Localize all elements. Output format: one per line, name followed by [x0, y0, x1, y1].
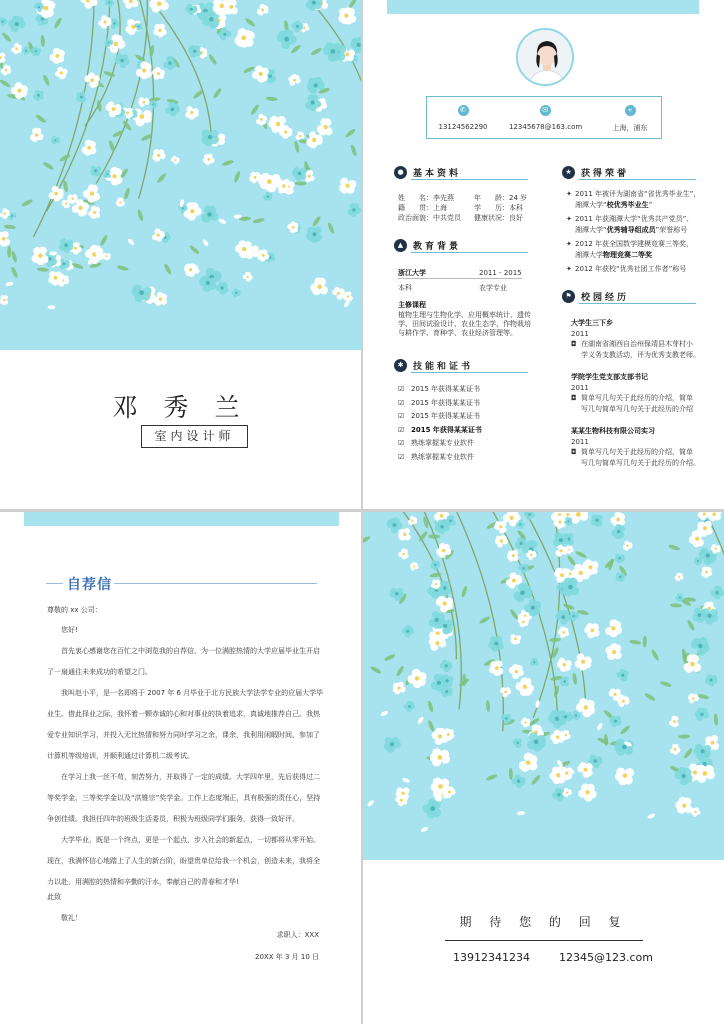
section-divider	[411, 372, 528, 373]
section-campus	[562, 289, 696, 305]
basic-health: 健康状况：良好	[474, 214, 523, 222]
letter-paragraph: 在学习上我一丝不苟，刻苦努力，并取得了一定的成绩。大学四年里，先后获得过二等奖学金、三等奖学金以及“洪锥宗”奖学金。工作上态度端正，具有极强的责任心，坚持争创佳绩。我担任四年的班级生活委员，积极为班级同学们服务，获得一致好评。	[47, 773, 321, 823]
edu-period: 2011 - 2015	[479, 269, 522, 277]
contact-location-text: 上海，浦东	[612, 124, 648, 132]
checkbox-icon: ☑	[398, 425, 405, 434]
bullet-icon: ✦	[566, 190, 572, 198]
edu-major: 农学专业	[479, 284, 507, 292]
honor-text: 湘潭大学	[575, 251, 603, 259]
closing-divider	[445, 940, 643, 941]
letter-applicant: 求职人：XXX	[276, 931, 319, 939]
edu-divider	[398, 278, 522, 279]
bullet-square-icon: ◘	[571, 340, 577, 348]
letter-date: 20XX 年 3 月 10 日	[255, 953, 319, 961]
letter-closing-2: 敬礼！	[61, 914, 82, 922]
honor-text: ”	[648, 201, 653, 209]
letter-hello: 您好!	[61, 626, 78, 634]
cover-flower-illustration	[0, 0, 361, 350]
bullet-square-icon: ◘	[571, 394, 577, 402]
honor-line: 2012 年获全国数学建模竞赛三等奖，	[575, 240, 694, 248]
campus-title: 某某生物科技有限公司实习	[571, 427, 655, 435]
letter-paragraph: 大学毕业，既是一个终点，更是一个起点，步入社会的新起点，一切都将从零开始。现在，我满怀信心地踏上了人生的新台阶，盼望贵单位给我一个机会，创造未来，我将全力以赴，用满腔的热情和辛勤的汗水，奉献自己的青春和才华!	[47, 836, 320, 886]
checkbox-icon: ☑	[398, 439, 405, 447]
section-divider	[579, 303, 696, 304]
campus-year: 2011	[571, 384, 589, 392]
section-divider	[579, 179, 696, 180]
basic-education: 学 历：本科	[474, 204, 523, 212]
campus-line: 写几句简单写几句关于此经历的介绍。	[581, 459, 700, 467]
section-basic-info	[394, 165, 528, 181]
honor-text: 湘潭大学“	[575, 201, 607, 209]
skill-item: 2015 年获得某某证书	[411, 412, 481, 420]
bullet-icon: ✦	[566, 265, 572, 273]
contact-phone-text: 13124562290	[438, 123, 488, 131]
graduation-cap-icon: ▲	[394, 239, 407, 252]
campus-year: 2011	[571, 330, 589, 338]
letter-top-bar	[24, 512, 339, 526]
skill-item: 2015 年获得某某证书	[411, 425, 482, 434]
contact-location	[605, 105, 655, 133]
mail-icon: ✉	[540, 105, 551, 116]
edu-courses-title: 主修课程	[398, 301, 426, 309]
contact-box	[426, 96, 662, 139]
skill-item: 2015 年获得某某证书	[411, 398, 481, 407]
checkbox-icon: ☑	[398, 452, 405, 461]
gear-icon: ✱	[394, 359, 407, 372]
letter-greeting: 尊敬的 xx 公司：	[47, 606, 102, 614]
section-honors-title: 获得荣誉	[581, 169, 630, 179]
honor-text: ”荣誉称号	[655, 226, 688, 234]
campus-line: 在湖南省湘西自治州保靖县木芽村小	[581, 340, 693, 348]
contact-email	[509, 105, 581, 131]
honor-highlight: 物理竞赛二等奖	[603, 251, 652, 259]
honor-highlight: 优秀辅导组成员	[606, 226, 656, 234]
basic-name: 姓 名：李先燕	[398, 194, 454, 202]
resume-top-bar	[387, 0, 699, 14]
bullet-square-icon: ◘	[571, 448, 577, 456]
contact-email-text: 12345678@163.com	[509, 123, 583, 131]
checkbox-icon: ☑	[398, 398, 405, 407]
cover-page	[0, 0, 361, 509]
campus-year: 2011	[571, 438, 589, 446]
honor-highlight: 校优秀毕业生	[606, 201, 649, 209]
letter-paragraph: 首先衷心感谢您在百忙之中浏览我的自荐信，为一位满腔热情的大学应届毕业生开启了一扇通往未来成功的希望之门。	[47, 647, 320, 676]
closing-phone: 13912341234	[453, 951, 530, 964]
checkbox-icon: ☑	[398, 385, 405, 393]
letter-title: 自荐信	[67, 577, 112, 593]
section-skills	[394, 358, 528, 374]
flag-icon: ⚑	[562, 290, 575, 303]
section-honors	[562, 165, 696, 181]
cover-letter-page	[0, 512, 361, 1024]
checkbox-icon: ☑	[398, 412, 405, 420]
skill-item: 熟练掌握某专业软件	[411, 452, 474, 461]
cover-job-title: 室内设计师	[141, 425, 248, 448]
bullet-icon: ✦	[566, 240, 572, 248]
campus-line: 简单写几句关于此经历的介绍，简单	[581, 448, 693, 456]
campus-line: 简单写几句关于此经历的介绍，简单	[581, 394, 693, 402]
edu-courses-line: 植物生理与生物化学、应用概率统计、遗传	[398, 311, 531, 319]
honor-text: 湘潭大学“	[575, 226, 607, 234]
basic-age: 年 龄：24 岁	[474, 194, 528, 202]
campus-line: 写几句简单写几句关于此经历的介绍	[581, 405, 693, 413]
profile-photo	[516, 28, 574, 86]
campus-line: 学义务支教活动，评为优秀支教老师。	[581, 351, 700, 359]
title-rule-left	[46, 583, 63, 584]
edu-courses-line: 与耕作学、育种学、农业经济管理等。	[398, 329, 517, 337]
honor-line-2	[575, 201, 652, 210]
campus-title: 学院学生党支部支部书记	[571, 373, 648, 381]
closing-email: 12345@123.com	[559, 951, 653, 964]
basic-hometown: 籍 贯：上海	[398, 204, 447, 212]
edu-courses-line: 学、田间试验设计、农业生态学、作物栽培	[398, 320, 531, 328]
section-basic-info-title: 基本资料	[413, 169, 462, 179]
honor-line-2	[575, 226, 687, 235]
back-flower-illustration	[363, 512, 724, 860]
honor-line: 2011 年被评为湖南省“省优秀毕业生”，	[575, 190, 701, 198]
section-education-title: 教育背景	[413, 242, 462, 252]
user-icon: ●	[394, 166, 407, 179]
basic-political: 政治面貌：中共党员	[398, 214, 461, 222]
cover-name: 邓 秀 兰	[112, 393, 249, 422]
campus-title: 大学生三下乡	[571, 319, 613, 327]
bullet-icon: ✦	[566, 215, 572, 223]
edu-degree: 本科	[398, 284, 412, 292]
letter-closing-1: 此致	[47, 893, 61, 901]
phone-icon: ✆	[458, 105, 469, 116]
title-rule-right	[114, 583, 317, 584]
location-icon: ⌖	[625, 105, 636, 116]
skill-item: 2015 年获得某某证书	[411, 385, 481, 393]
section-skills-title: 技能和证书	[413, 362, 474, 372]
closing-tagline: 期 待 您 的 回 复	[459, 915, 628, 929]
contact-phone	[437, 105, 489, 131]
back-cover-page	[363, 512, 724, 1024]
section-divider	[411, 252, 528, 253]
honor-line: 2011 年获湘潭大学“优秀共产党员”、	[575, 215, 694, 223]
skill-item: 熟练掌握某专业软件	[411, 439, 474, 447]
resume-page	[363, 0, 724, 509]
letter-paragraph: 我叫赵小平，是一名即将于 2007 年 6 月毕业于北方民族大学法学专业的应届大学毕业生。借此择业之际，我怀着一颗赤诚的心和对事业的执着追求，真诚地推荐自己。我热爱专业知识学习，并投入无比热情和努力同时学习之余，课余，我利用闲暇时间，参加了计算机等级培训，并顺利通过计算机二级考试。	[47, 689, 324, 760]
medal-icon: ★	[562, 166, 575, 179]
honor-line-2	[575, 251, 652, 260]
section-education	[394, 238, 528, 254]
section-campus-title: 校园经历	[581, 293, 630, 303]
edu-school: 浙江大学	[398, 269, 426, 277]
honor-line: 2012 年获校“优秀社团工作者”称号	[575, 265, 687, 273]
section-divider	[411, 179, 528, 180]
